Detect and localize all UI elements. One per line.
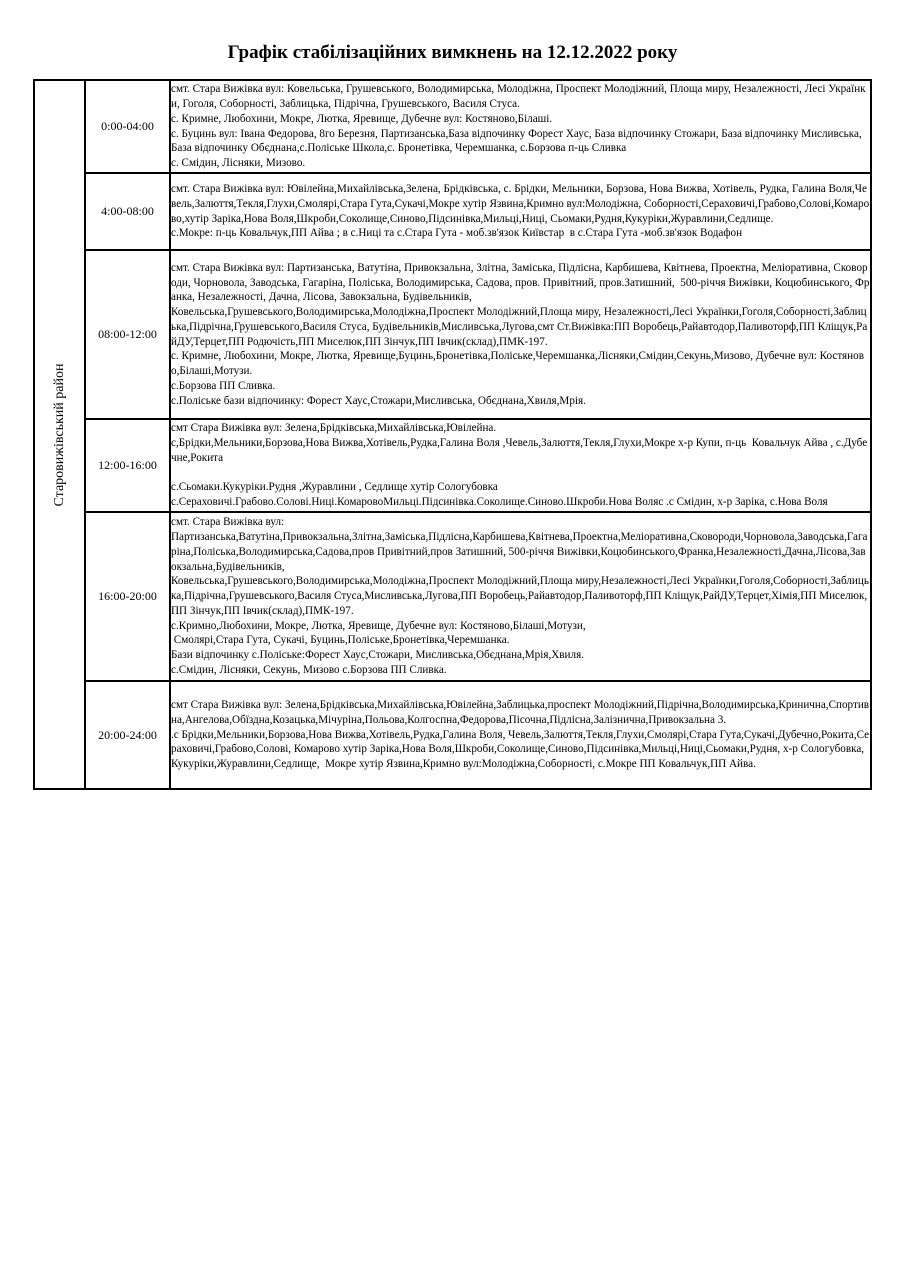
area-line: с.Кримно,Любохини, Мокре, Лютка, Яревище, Дубечне вул: Костяново,Білаші,Мотузи,	[171, 619, 586, 632]
area-line: смт. Стара Вижівка вул: Ковельська, Грушевського, Володимирська, Молодіжна, Проспект Молодіжний, Площа миру, Незалежності, Лесі Українки, Гоголя, Соборності, Заблицька, Підрічна, Грушевського, Василя Стуса.	[171, 83, 866, 110]
area-line: с.Сьомаки.Кукуріки.Рудня ,Журавлини , Седлище хутір Сологубовка	[171, 481, 498, 494]
area-line: с.Сераховичі.Грабово.Солові.Ниці.КомаровоМильці.Підсинівка.Соколище.Синово.Шкроби.Нова Воляс .с Смідин, х-р Заріка, с.Нова Воля	[171, 496, 828, 508]
area-line: смт. Стара Вижівка вул:	[171, 516, 285, 529]
area-line: с.Смідин, Лісняки, Секунь, Мизово с.Борзова ПП Сливка.	[171, 663, 447, 676]
area-line: с.Борзова ПП Сливка.	[171, 379, 276, 392]
area-line: с,Брідки,Мельники,Борзова,Нова Вижва,Хотівель,Рудка,Галина Воля ,Чевель,Залюття,Текля,Глухи,Мокре х-р Купи, п-ць Ковальчук Айва , с.Дубечне,Рокита	[171, 437, 868, 464]
table-row	[34, 250, 871, 419]
area-line: смт Стара Вижівка вул: Зелена,Брідківська,Михайлівська,Ювілейна,Заблицька,проспект Молодіжний,Підрічна,Володимирська,Кринична,Спортивна,Ангелова,Обїздна,Козацька,Мічуріна,Польова,Колгоспна,Федорова,Пісочна,Підлісна,Залізнична,Привокзальна 3.	[171, 699, 870, 726]
area-line: с. Кримне, Любохини, Мокре, Лютка, Яревище, Дубечне вул: Костяново,Білаші.	[171, 112, 553, 125]
table-row	[34, 512, 871, 681]
outage-areas	[170, 512, 871, 681]
table-row	[34, 419, 871, 512]
area-line: Смолярі,Стара Гута, Сукачі, Буцинь,Поліське,Бронетівка,Черемшанка.	[171, 634, 510, 647]
district-cell	[34, 80, 85, 789]
area-line: Ковельська,Грушевського,Володимирська,Молодіжна,Проспект Молодіжний,Площа миру, Незалежності,Лесі Українки,Гоголя,Соборності,Заблицька,Підрічна,Грушевського,Василя Стуса, Будівельників,Мисливська,Лугова,смт Ст.Вижівка:ПП Воробець,Райавтодор,Паливоторф,ПП Кліщук,РайДУ,Терцет,ПП Родючість,ПП Миселюк,ПП Зінчук,ПП Івчик(склад),ПМК-197.	[171, 306, 868, 348]
time-slot: 16:00-20:00	[85, 512, 170, 681]
area-line: с. Кримне, Любохини, Мокре, Лютка, Яревище,Буцинь,Бронетівка,Поліське,Черемшанка,Лісняки,Смідин,Секунь,Мизово, Дубечне вул: Костяново,Білаші,Мотузи.	[171, 350, 864, 377]
area-line: Бази відпочинку с.Поліське:Форест Хаус,Стожари, Мисливська,Обєднана,Мрія,Хвиля.	[171, 649, 584, 662]
area-line: с.Мокре: п-ць Ковальчук,ПП Айва ; в с.Ниці та с.Стара Гута - моб.зв'язок Київстар в с.Стара Гута -моб.зв'язок Водафон	[171, 227, 743, 240]
table-row	[34, 173, 871, 250]
time-slot: 08:00-12:00	[85, 250, 170, 419]
area-line: Партизанська,Ватутіна,Привокзальна,Злітна,Заміська,Підлісна,Карбишева,Квітнева,Проектна,Меліоративна,Сковороди,Чорновола,Заводська,Гагаріна,Поліська,Володимирська,Садова,пров Привітний,пров Затишний, 500-річчя Вижівки,Коцюбинського,Франка,Незалежності,Дачна,Лісова,Завокзальна,Будівельників,	[171, 531, 868, 573]
time-slot: 0:00-04:00	[85, 80, 170, 173]
area-line: с.Поліське бази відпочинку: Форест Хаус,Стожари,Мисливська, Обєднана,Хвиля,Мрія.	[171, 394, 586, 407]
page-title: Графік стабілізаційних вимкнень на 12.12.2022 року	[227, 42, 678, 63]
area-line	[171, 466, 870, 481]
area-line: смт Стара Вижівка вул: Зелена,Брідківська,Михайлівська,Ювілейна.	[171, 422, 497, 435]
outage-areas	[170, 80, 871, 173]
outage-areas	[170, 173, 871, 250]
outage-areas	[170, 419, 871, 512]
area-line: с. Буцинь вул: Івана Федорова, 8го Березня, Партизанська,База відпочинку Форест Хаус, База відпочинку Стожари, База відпочинку Мисливська, База відпочинку Обєднана,с.Поліське Школа,с. Бронетівка, Черемшанка, с.Борзова п-ць Сливка	[171, 127, 865, 155]
area-line: Ковельська,Грушевського,Володимирська,Молодіжна,Проспект Молодіжний,Площа миру,Незалежності,Лесі Українки,Гоголя,Соборності,Заблицька,Підрічна,Грушевського,Василя Стуса,Мисливська,Лугова,ПП Воробець,Райавтодор,Паливоторф,ПП Кліщук,РайДУ,Терцет,Хімія,ПП Миселюк,ПП Зінчук,ПП Івчик(склад),ПМК-197.	[171, 575, 869, 617]
area-line: смт. Стара Вижівка вул: Ювілейна,Михайлівська,Зелена, Брідківська, с. Брідки, Мельники, Борзова, Нова Вижва, Хотівель, Рудка, Галина Воля,Чевель,Залюття,Текля,Глухи,Смолярі,Стара Гута,Сукачі,Мокре хутір Язвина,Кримно вул:Молодіжна, Соборності,Сераховичі,Грабово,Солові,Комарово,хутір Заріка,Нова Воля,Шкроби,Соколище,Синово,Підсинівка,Мильці,Ниці, Сьомаки,Рудня,Кукуріки,Журавлини,Седлище.	[171, 183, 870, 225]
outage-schedule-table	[33, 79, 872, 790]
table-row	[34, 80, 871, 173]
outage-areas	[170, 250, 871, 419]
time-slot: 12:00-16:00	[85, 419, 170, 512]
area-line: смт. Стара Вижівка вул: Партизанська, Ватутіна, Привокзальна, Злітна, Заміська, Підлісна, Карбишева, Квітнева, Проектна, Меліоративна, Сковороди, Чорновола, Заводська, Гагаріна, Поліська, Володимирська, Садова, пров. Привітний, пров.Затишний, 500-річчя Вижівки, Коцюбинського, Франка, Незалежності, Дачна, Лісова, Завокзальна, Будівельників,	[171, 261, 870, 304]
time-slot: 20:00-24:00	[85, 681, 170, 789]
outage-areas	[170, 681, 871, 789]
area-line: с. Смідин, Лісняки, Мизово.	[171, 157, 306, 169]
area-line: .с Брідки,Мельники,Борзова,Нова Вижва,Хотівель,Рудка,Галина Воля, Чевель,Залюття,Текля,Глухи,Смолярі,Стара Гута,Сукачі,Дубечно,Рокита,Сераховичі,Грабово,Солові, Комарово хутір Заріка,Нова Воля,Шкроби,Соколище,Синово,Підсинівка,Мильці,Ниці,Сьомаки,Рудня, х-р Сологубовка,Кукуріки,Журавлини,Седлище, Мокре хутір Язвина,Кримно вул:Молодіжна,Соборності, с.Мокре ПП Ковальчук,ПП Айва.	[171, 728, 870, 771]
time-slot: 4:00-08:00	[85, 173, 170, 250]
table-row	[34, 681, 871, 789]
district-label: Старовижівський район	[51, 363, 67, 506]
